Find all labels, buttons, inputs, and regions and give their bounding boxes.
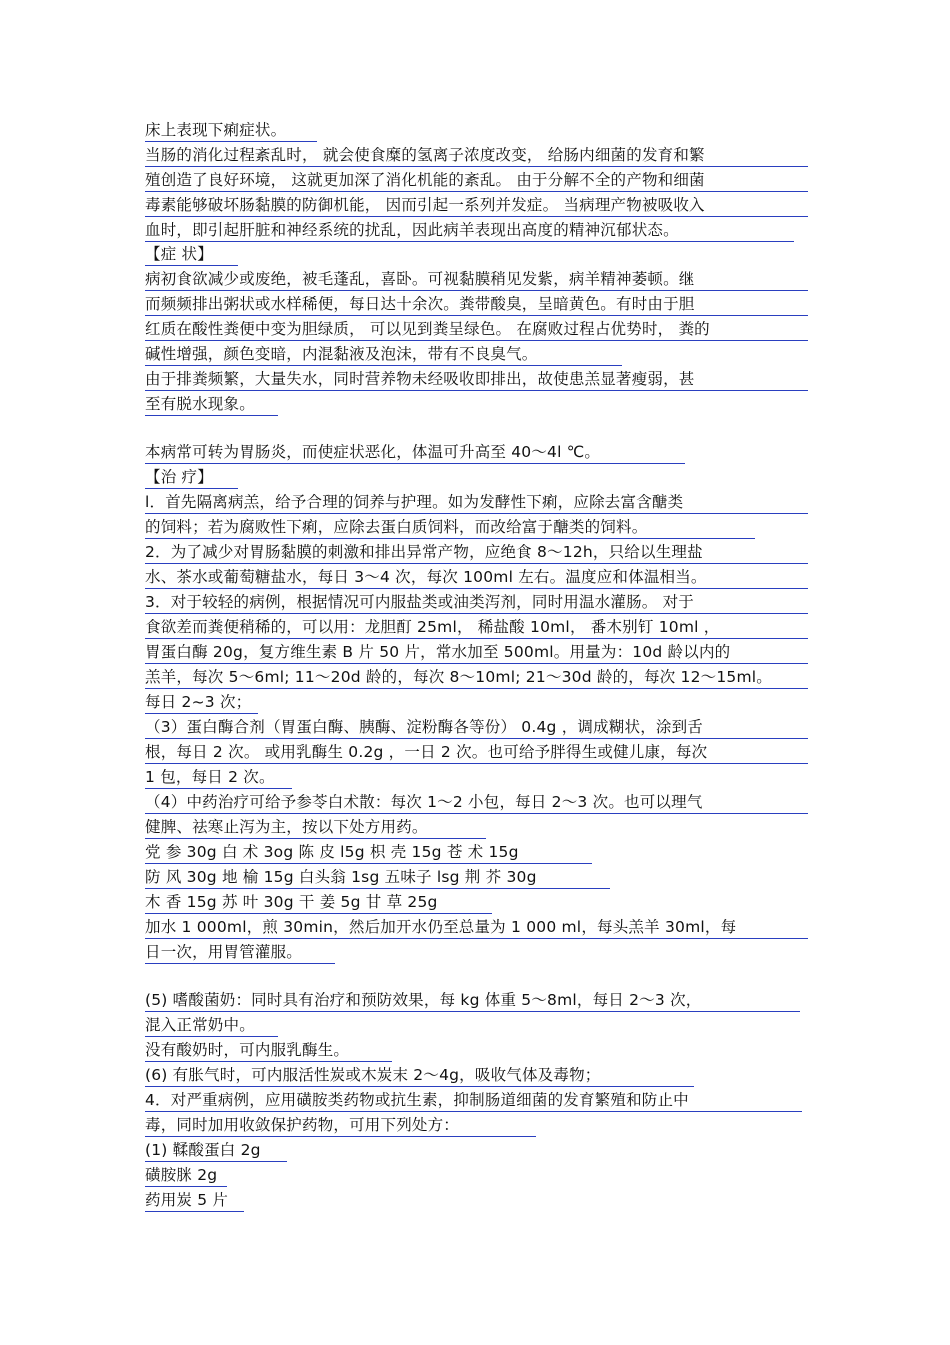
text-line: 病初食欲减少或废绝，被毛蓬乱，喜卧。可视黏膜稍见发紫，病羊精神萎顿。继 xyxy=(145,267,808,291)
text-line: 当肠的消化过程紊乱时， 就会使食糜的氢离子浓度改变， 给肠内细菌的发育和繁 xyxy=(145,143,808,167)
text-line: 根，每日 2 次。 或用乳酶生 0.2g ，一日 2 次。也可给予胖得生或健儿康，每次 xyxy=(145,740,808,764)
text-line: 日一次，用胃管灌服。 xyxy=(145,940,335,964)
text-line: 红质在酸性粪便中变为胆绿质， 可以见到粪呈绿色。 在腐败过程占优势时， 粪的 xyxy=(145,317,808,341)
text-line: 羔羊，每次 5～6ml; 11～20d 龄的，每次 8～10ml; 21～30d 龄的，每次 12～15ml。 xyxy=(145,665,808,689)
prescription-line: 药用炭 5 片 xyxy=(145,1188,244,1212)
text-line: （3）蛋白酶合剂（胃蛋白酶、胰酶、淀粉酶各等份） 0.4g ，调成糊状，涂到舌 xyxy=(145,715,808,739)
text-line: 1 包，每日 2 次。 xyxy=(145,765,292,789)
text-line: 3．对于较轻的病例，根据情况可内服盐类或油类泻剂，同时用温水灌肠。 对于 xyxy=(145,590,808,614)
text-line: 没有酸奶时，可内服乳酶生。 xyxy=(145,1038,392,1062)
text-line: 毒素能够破坏肠黏膜的防御机能， 因而引起一系列并发症。 当病理产物被吸收入 xyxy=(145,193,808,217)
text-line: (6) 有胀气时，可内服活性炭或木炭末 2～4g，吸收气体及毒物； xyxy=(145,1063,694,1087)
text-line: 至有脱水现象。 xyxy=(145,392,278,416)
text-line: 本病常可转为胃肠炎，而使症状恶化，体温可升高至 40～4l ℃。 xyxy=(145,440,685,464)
text-line: 的饲料；若为腐败性下痢，应除去蛋白质饲料，而改给富于醣类的饲料。 xyxy=(145,515,755,539)
text-line: （4）中药治疗可给予参苓白术散：每次 1～2 小包，每日 2～3 次。也可以理气 xyxy=(145,790,808,814)
text-line: 食欲差而粪便稍稀的，可以用：龙胆酊 25ml， 稀盐酸 10ml， 番木别钉 10ml ， xyxy=(145,615,808,639)
text-line: 碱性增强，颜色变暗，内混黏液及泡沫，带有不良臭气。 xyxy=(145,342,622,366)
text-line: 每日 2~3 次； xyxy=(145,690,258,714)
text-line: 加水 1 000ml，煎 30min，然后加开水仍至总量为 1 000 ml，每头羔羊 30ml，每 xyxy=(145,915,808,939)
prescription-line: 党 参 30g 白 术 3og 陈 皮 l5g 枳 壳 15g 苍 术 15g xyxy=(145,840,592,864)
text-line: (5) 嗜酸菌奶：同时具有治疗和预防效果，每 kg 体重 5～8ml，每日 2～3 次， xyxy=(145,988,800,1012)
text-line: 4．对严重病例，应用磺胺类药物或抗生素，抑制肠道细菌的发育繁殖和防止中 xyxy=(145,1088,802,1112)
prescription-line: 磺胺脒 2g xyxy=(145,1163,227,1187)
text-line: l．首先隔离病羔，给予合理的饲养与护理。如为发酵性下痢，应除去富含醣类 xyxy=(145,490,808,514)
text-line: 水、茶水或葡萄糖盐水，每日 3～4 次，每次 100ml 左右。温度应和体温相当。 xyxy=(145,565,808,589)
text-line: 而频频排出粥状或水样稀便，每日达十余次。粪带酸臭，呈暗黄色。有时由于胆 xyxy=(145,292,808,316)
text-line: 胃蛋白酶 20g，复方维生素 B 片 50 片，常水加至 500ml。用量为：10d 龄以内的 xyxy=(145,640,808,664)
text-line: 毒，同时加用收敛保护药物，可用下列处方： xyxy=(145,1113,536,1137)
prescription-line: (1) 鞣酸蛋白 2g xyxy=(145,1138,287,1162)
text-line: 健脾、祛寒止泻为主，按以下处方用药。 xyxy=(145,815,486,839)
text-line: 混入正常奶中。 xyxy=(145,1013,278,1037)
section-heading-symptoms: 【症 状】 xyxy=(145,242,238,266)
text-line: 床上表现下痢症状。 xyxy=(145,118,317,142)
section-heading-treatment: 【治 疗】 xyxy=(145,465,238,489)
text-line: 2．为了减少对胃肠黏膜的刺激和排出异常产物，应绝食 8～12h，只给以生理盐 xyxy=(145,540,808,564)
text-line: 由于排粪频繁，大量失水，同时营养物未经吸收即排出，故使患羔显著瘦弱，甚 xyxy=(145,367,808,391)
text-line: 血时，即引起肝脏和神经系统的扰乱，因此病羊表现出高度的精神沉郁状态。 xyxy=(145,218,794,242)
prescription-line: 防 风 30g 地 榆 15g 白头翁 1sg 五味子 lsg 荆 芥 30g xyxy=(145,865,610,889)
prescription-line: 木 香 15g 苏 叶 30g 干 姜 5g 甘 草 25g xyxy=(145,890,492,914)
text-line: 殖创造了良好环境， 这就更加深了消化机能的紊乱。 由于分解不全的产物和细菌 xyxy=(145,168,808,192)
